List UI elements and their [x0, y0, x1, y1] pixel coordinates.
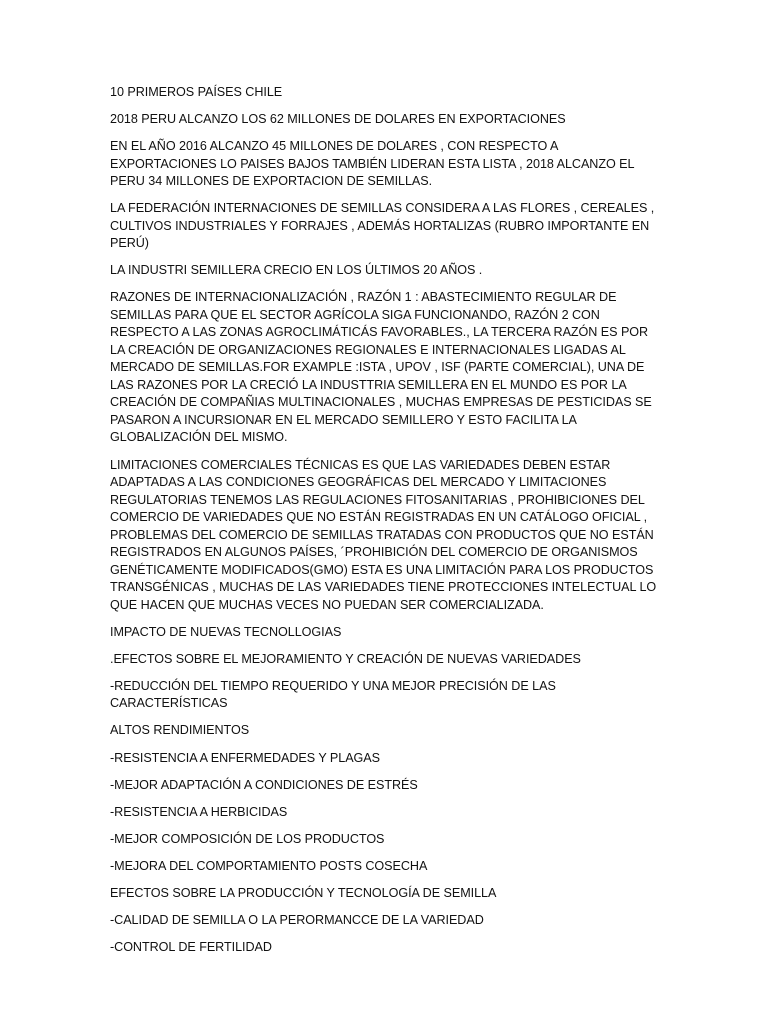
- heading-top-countries: 10 PRIMEROS PAÍSES CHILE: [110, 85, 283, 99]
- list-item-disease-resistance: -RESISTENCIA A ENFERMEDADES Y PLAGAS: [110, 750, 380, 765]
- list-item-stress-adaptation: -MEJOR ADAPTACIÓN A CONDICIONES DE ESTRÉS: [110, 777, 418, 792]
- list-item-herbicide-resistance: -RESISTENCIA A HERBICIDAS: [110, 804, 288, 819]
- heading-new-technologies: IMPACTO DE NUEVAS TECNOLLOGIAS: [110, 624, 342, 639]
- paragraph-2018-exports: 2018 PERU ALCANZO LOS 62 MILLONES DE DOLARES EN EXPORTACIONES: [110, 112, 566, 127]
- list-item-seed-quality: -CALIDAD DE SEMILLA O LA PERORMANCCE DE LA VARIEDAD: [110, 913, 484, 928]
- list-item-time-reduction: -REDUCCIÓN DEL TIEMPO REQUERIDO Y UNA MEJOR PRECISIÓN DE LAS CARACTERÍSTICAS: [110, 678, 556, 711]
- paragraph-industry-growth: LA INDUSTRI SEMILLERA CRECIO EN LOS ÚLTIMOS 20 AÑOS .: [110, 263, 483, 278]
- paragraph-2016-exports: EN EL AÑO 2016 ALCANZO 45 MILLONES DE DOLARES , CON RESPECTO A EXPORTACIONES LO PAISES BAJOS TAMBIÉN LIDERAN ESTA LISTA , 2018 ALCANZO EL PERU 34 MILLONES DE EXPORTACION DE SEMILLAS.: [110, 139, 635, 189]
- heading-seed-production-effects: EFECTOS SOBRE LA PRODUCCIÓN Y TECNOLOGÍA DE SEMILLA: [110, 886, 497, 900]
- paragraph-internationalization-reasons: RAZONES DE INTERNACIONALIZACIÓN , RAZÓN 1 : ABASTECIMIENTO REGULAR DE SEMILLAS PARA QUE EL SECTOR AGRÍCOLA SIGA FUNCIONANDO, RAZÓN 2 CON RESPECTO A LAS ZONAS AGROCLIMÁTICÁS FAVORABLES., LA TERCERA RAZÓN ES POR LA CREACIÓN DE ORGANIZACIONES REGIONALES E INTERNACIONALES LIGADAS AL MERCADO DE SEMILLAS.FOR EXAMPLE :ISTA , UPOV , ISF (PARTE COMERCIAL), UNA DE LAS RAZONES POR LA CRECIÓ LA INDUSTTRIA SEMILLERA EN EL MUNDO ES POR LA CREACIÓN DE COMPAÑIAS MULTINACIONALES , MUCHAS EMPRESAS DE PESTICIDAS SE PASARON A INCURSIONAR EN EL MERCADO SEMILLERO Y ESTO FACILITA LA GLOBALIZACIÓN DEL MISMO.: [110, 290, 652, 445]
- paragraph-commercial-limitations: LIMITACIONES COMERCIALES TÉCNICAS ES QUE LAS VARIEDADES DEBEN ESTAR ADAPTADAS A LAS CONDICIONES GEOGRÁFICAS DEL MERCADO Y LIMITACIONES REGULATORIAS TENEMOS LAS REGULACIONES FITOSANITARIAS , PROHIBICIONES DEL COMERCIO DE VARIEDADES QUE NO ESTÁN REGISTRADAS EN UN CATÁLOGO OFICIAL , PROBLEMAS DEL COMERCIO DE SEMILLAS TRATADAS CON PRODUCTOS QUE NO ESTÁN REGISTRADOS EN ALGUNOS PAÍSES, ´PROHIBICIÓN DEL COMERCIO DE ORGANISMOS GENÉTICAMENTE MODIFICADOS(GMO) ESTA ES UNA LIMITACIÓN PARA LOS PRODUCTOS TRANSGÉNICAS , MUCHAS DE LAS VARIEDADES TIENE PROTECCIONES INTELECTUAL LO QUE HACEN QUE MUCHAS VECES NO PUEDAN SER COMERCIALIZADA.: [110, 457, 657, 612]
- paragraph-seed-federation: LA FEDERACIÓN INTERNACIONES DE SEMILLAS CONSIDERA A LAS FLORES , CEREALES , CULTIVOS INDUSTRIALES Y FORRAJES , ADEMÁS HORTALIZAS (RUBRO IMPORTANTE EN PERÚ): [110, 201, 655, 251]
- list-item-product-composition: -MEJOR COMPOSICIÓN DE LOS PRODUCTOS: [110, 831, 385, 846]
- list-item-post-harvest: -MEJORA DEL COMPORTAMIENTO POSTS COSECHA: [110, 858, 428, 873]
- list-item-high-yields: ALTOS RENDIMIENTOS: [110, 723, 250, 738]
- document-page: [110, 84, 658, 966]
- list-item-fertility-control: -CONTROL DE FERTILIDAD: [110, 940, 272, 955]
- list-item-effects-breeding: .EFECTOS SOBRE EL MEJORAMIENTO Y CREACIÓN DE NUEVAS VARIEDADES: [110, 651, 581, 666]
